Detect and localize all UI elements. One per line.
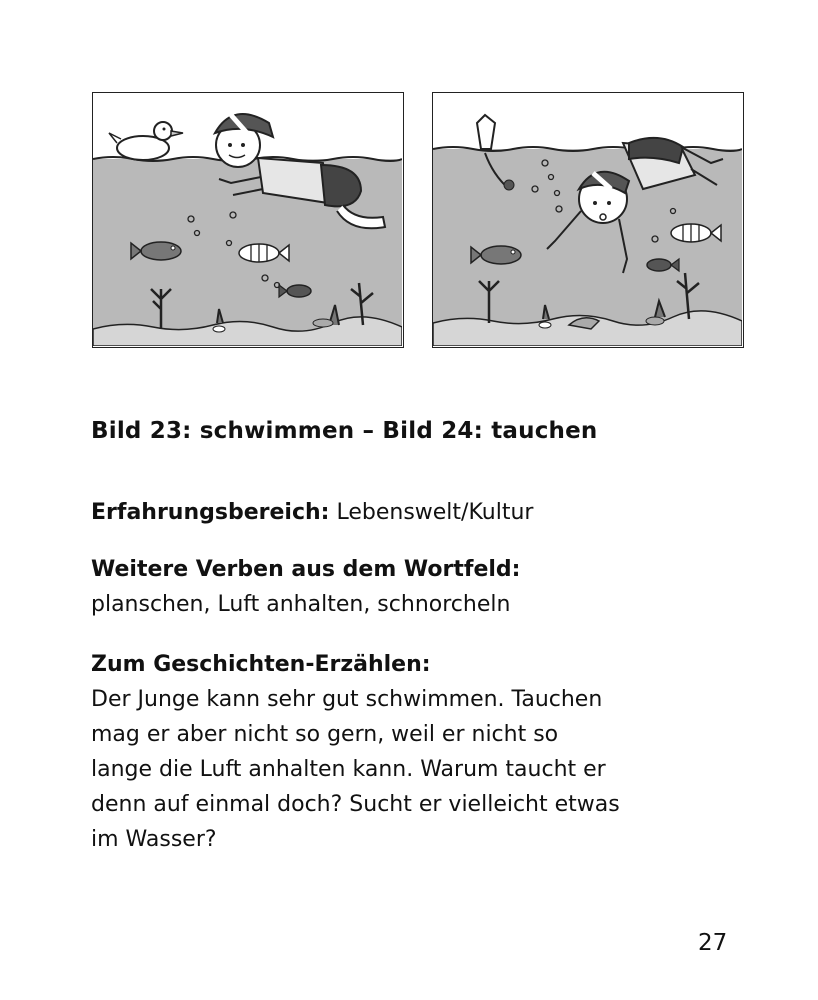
illustration-diving [432, 92, 744, 348]
related-verbs-value: planschen, Luft anhalten, schnorcheln [91, 592, 511, 617]
experience-area-value: Lebenswelt/Kultur [336, 500, 534, 525]
section-heading: Bild 23: schwimmen – Bild 24: tauchen [91, 418, 598, 444]
illustration-swimming [92, 92, 404, 348]
storytelling [91, 647, 620, 857]
storytelling-line: Der Junge kann sehr gut schwimmen. Tauchen [91, 687, 603, 712]
related-verbs [91, 552, 520, 622]
storytelling-line: im Wasser? [91, 827, 217, 852]
storytelling-line: mag er aber nicht so gern, weil er nicht so [91, 722, 559, 747]
page-number: 27 [698, 930, 728, 956]
experience-area [91, 495, 533, 530]
storytelling-label: Zum Geschichten-Erzählen: [91, 652, 431, 677]
storytelling-line: denn auf einmal doch? Sucht er vielleicht etwas [91, 792, 620, 817]
related-verbs-label: Weitere Verben aus dem Wortfeld: [91, 557, 521, 582]
storytelling-line: lange die Luft anhalten kann. Warum taucht er [91, 757, 606, 782]
experience-area-label: Erfahrungsbereich: [91, 500, 330, 525]
